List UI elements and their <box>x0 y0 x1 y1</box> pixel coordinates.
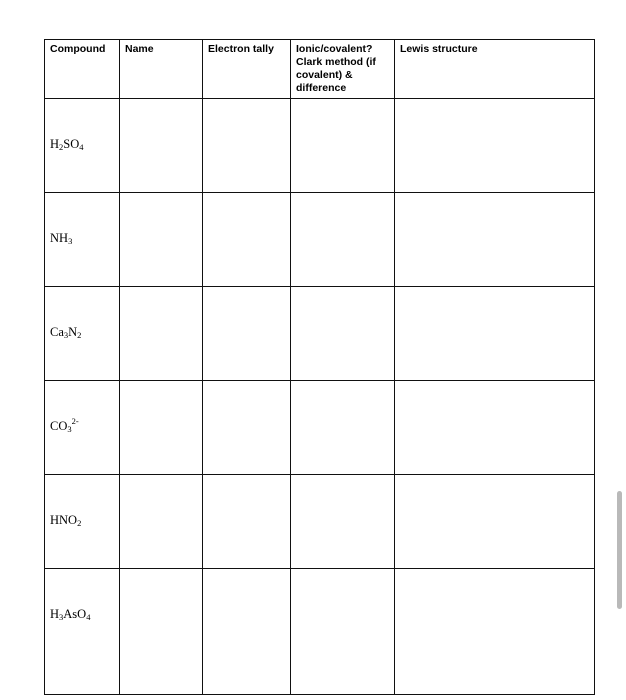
name-cell <box>120 287 203 381</box>
header-name: Name <box>120 40 203 99</box>
compound-table <box>44 39 595 695</box>
lewis-structure-cell <box>395 193 595 287</box>
table-row <box>45 287 595 381</box>
table-row <box>45 475 595 569</box>
compound-formula: $NH_3$ <box>45 193 120 287</box>
electron-tally-cell <box>203 99 291 193</box>
lewis-structure-cell <box>395 381 595 475</box>
lewis-structure-cell <box>395 287 595 381</box>
compound-formula: $H_2SO_4$ <box>45 99 120 193</box>
table-row <box>45 99 595 193</box>
header-row <box>45 40 595 99</box>
vertical-scrollbar[interactable] <box>617 491 622 609</box>
name-cell <box>120 193 203 287</box>
electron-tally-cell <box>203 475 291 569</box>
electron-tally-cell <box>203 193 291 287</box>
name-cell <box>120 99 203 193</box>
compound-formula: $Ca_3N_2$ <box>45 287 120 381</box>
ionic-covalent-cell <box>291 381 395 475</box>
header-compound: Compound <box>45 40 120 99</box>
table-row <box>45 193 595 287</box>
compound-formula: $HNO_2$ <box>45 475 120 569</box>
lewis-structure-cell <box>395 99 595 193</box>
lewis-structure-cell <box>395 569 595 695</box>
compound-formula: $CO_3^{2-}$ <box>45 381 120 475</box>
ionic-covalent-cell <box>291 287 395 381</box>
name-cell <box>120 569 203 695</box>
header-electron-tally: Electron tally <box>203 40 291 99</box>
electron-tally-cell <box>203 287 291 381</box>
ionic-covalent-cell <box>291 99 395 193</box>
electron-tally-cell <box>203 569 291 695</box>
header-ionic-covalent: Ionic/covalent? Clark method (if covalent) & difference <box>291 40 395 99</box>
header-lewis-structure: Lewis structure <box>395 40 595 99</box>
compound-formula: $H_3AsO_4$ <box>45 569 120 695</box>
ionic-covalent-cell <box>291 193 395 287</box>
name-cell <box>120 475 203 569</box>
ionic-covalent-cell <box>291 475 395 569</box>
lewis-structure-cell <box>395 475 595 569</box>
table-row <box>45 569 595 695</box>
ionic-covalent-cell <box>291 569 395 695</box>
table-row <box>45 381 595 475</box>
electron-tally-cell <box>203 381 291 475</box>
name-cell <box>120 381 203 475</box>
